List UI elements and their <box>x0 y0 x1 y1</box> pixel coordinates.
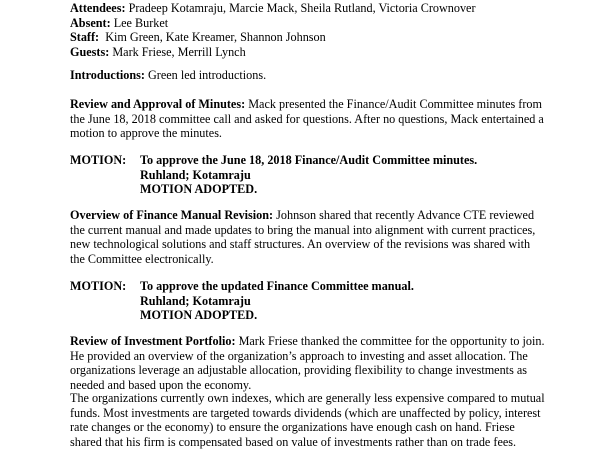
finance-manual-label: Overview of Finance Manual Revision: <box>70 208 274 222</box>
introductions-text: Green led introductions. <box>148 68 267 82</box>
motion-label: MOTION: <box>70 279 127 293</box>
investment-label: Review of Investment Portfolio: <box>70 334 236 348</box>
motion-2 <box>70 279 540 323</box>
motion-label: MOTION: <box>70 153 127 167</box>
finance-manual-section: Overview of Finance Manual Revision: Johnson shared that recently Advance CTE reviewed the current manual and made updates to bring the manual into alignment with current practices, new technological solutions and staff structures. An overview of the revisions was shared with the Committee electronically. <box>70 208 536 266</box>
motion-1 <box>70 153 540 197</box>
introductions-label: Introductions: <box>70 68 145 82</box>
staff-names: Kim Green, Kate Kreamer, Shannon Johnson <box>105 30 326 45</box>
attendees-names: Pradeep Kotamraju, Marcie Mack, Sheila Rutland, Victoria Crownover <box>128 1 476 15</box>
absent-line: Absent: Lee Burket <box>70 15 169 30</box>
minutes-review-section: Review and Approval of Minutes: Mack presented the Finance/Audit Committee minutes from the June 18, 2018 committee call and asked for questions. After no questions, Mack entertained a motion to approve the minutes. <box>70 97 544 141</box>
guests-line: Guests: Mark Friese, Merrill Lynch <box>70 44 246 59</box>
motion-text: To approve the June 18, 2018 Finance/Audit Committee minutes. <box>140 153 478 167</box>
motion-movers: Ruhland; Kotamraju <box>140 293 251 308</box>
absent-names: Lee Burket <box>113 15 169 30</box>
motion-movers: Ruhland; Kotamraju <box>140 167 251 182</box>
minutes-review-label: Review and Approval of Minutes: <box>70 97 246 111</box>
attendees-line: Attendees: Pradeep Kotamraju, Marcie Mack, Sheila Rutland, Victoria Crownover <box>70 1 476 15</box>
motion-text: To approve the updated Finance Committee manual. <box>140 279 414 293</box>
motion-result: MOTION ADOPTED. <box>140 308 258 323</box>
guests-names: Mark Friese, Merrill Lynch <box>112 44 246 59</box>
attendance-section <box>70 1 540 59</box>
investment-portfolio-section: Review of Investment Portfolio: Mark Friese thanked the committee for the opportunity to join. He provided an overview of the organization’s approach to investing and asset allocation. The organizations leverage an adjustable allocation, providing flexibility to change investments as needed and based upon the economy. <box>70 334 545 392</box>
staff-line: Staff: Kim Green, Kate Kreamer, Shannon Johnson <box>70 30 326 45</box>
motion-result: MOTION ADOPTED. <box>140 182 258 197</box>
indexes-paragraph: The organizations currently own indexes, which are generally less expensive compared to mutual funds. Most investments are targeted towards dividends (which are unaffected by policy, interest rate changes or the economy) to ensure the organizations have enough cash on hand. Friese shared that his firm is compensated based on value of investments rather than on trade fees. <box>70 391 545 449</box>
introductions-section <box>70 68 540 83</box>
